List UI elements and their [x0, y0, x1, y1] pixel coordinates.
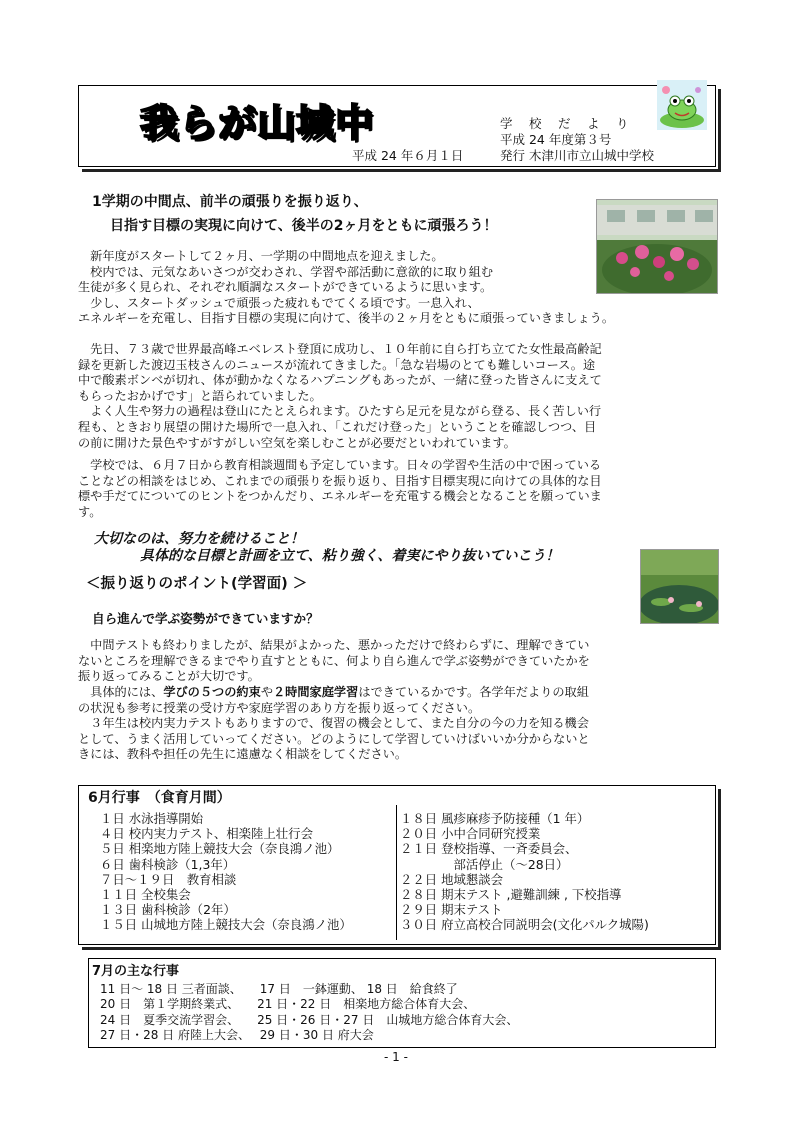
- july-events-title: 7月の主な行事: [92, 964, 180, 979]
- text-line: もらったおかげです」と語られていました。: [78, 388, 322, 403]
- text-line: ことなどの相談をはじめ、これまでの頑張りを振り返り、目指す目標実現に向けての具体的な目: [78, 473, 602, 488]
- list-item: ６日 歯科検診（1,3年）: [100, 856, 236, 872]
- text-line: 先日、７３歳で世界最高峰エベレスト登頂に成功し、１０年前に自ら打ち立てた女性最高齢記: [78, 342, 602, 356]
- list-item: １日 水泳指導開始: [100, 811, 204, 826]
- section1-heading-line2: 目指す目標の実現に向けて、後半の2ヶ月をともに頑張ろう！: [110, 218, 498, 234]
- slogan-line2: 具体的な目標と計画を立て、粘り強く、着実にやり抜いていこう！: [140, 548, 560, 564]
- text-line: 学校では、６月７日から教育相談週間も予定しています。日々の学習や生活の中で困っている: [78, 458, 602, 472]
- text-line: 程も、ときおり展望の開けた場所で一息入れ、「これだけ登った」ということを確認しつつ、目: [78, 419, 597, 434]
- text-line: エネルギーを充電し、目指す目標の実現に向けて、後半の２ヶ月をともに頑張っていきましょう。: [78, 311, 615, 325]
- list-item: 20 日 第１学期終業式、 21 日・22 日 相楽地方総合体育大会、: [100, 997, 476, 1012]
- text-line: 振り返ってみることが大切です。: [78, 669, 260, 684]
- newsletter-title: 我らが山城中: [140, 101, 375, 145]
- section1-paragraph2: [78, 342, 718, 451]
- text-line: ないところを理解できるまでやり直すとともに、何より自ら進んで学ぶ姿勢ができていたかを: [78, 653, 590, 668]
- text-line: の状況も参考に授業の受け方や家庭学習のあり方を振り返ってください。: [78, 700, 481, 715]
- question-heading: 自ら進んで学ぶ姿勢ができていますか？: [92, 611, 319, 626]
- list-item: ２０日 小中合同研究授業: [400, 826, 541, 842]
- pond-photo: [640, 549, 719, 624]
- section1-paragraph1-top: [78, 249, 598, 311]
- text-line: として、うまく活用していってください。どのようにして学習していけばいいか分からないと: [78, 731, 590, 746]
- points-heading: ＜振り返りのポイント(学習面) ＞: [86, 576, 308, 592]
- text-line: す。: [78, 504, 102, 519]
- list-item: １５日 山城地方陸上競技大会（奈良鴻ノ池）: [100, 917, 352, 933]
- publisher: 発行 木津川市立山城中学校: [500, 148, 654, 163]
- issue-date: 平成 24 年６月１日: [352, 148, 464, 163]
- list-item: ２１日 登校指導、一斉委員会、: [400, 841, 578, 857]
- slogan-line1: 大切なのは、努力を続けること！: [94, 531, 304, 547]
- text-run: はできているかです。各学年だよりの取組: [358, 685, 589, 699]
- list-item: 27 日・28 日 府陸上大会、 29 日・30 日 府大会: [100, 1028, 374, 1043]
- list-item: 24 日 夏季交流学習会、 25 日・26 日・27 日 山城地方総合体育大会、: [100, 1012, 519, 1027]
- text-line: 生徒が多く見られ、それぞれ順調なスタートができているように思います。: [78, 280, 493, 295]
- text-run: 具体的には、: [78, 685, 164, 699]
- text-line: 新年度がスタートして２ヶ月、一学期の中間地点を迎えました。: [78, 249, 444, 263]
- list-item: 11 日～ 18 日 三者面談、 17 日 一鉢運動、 18 日 給食終了: [100, 982, 458, 996]
- text-line: 中で酸素ボンベが切れ、体が動かなくなるハプニングもあったが、一緒に登った皆さんに支えて: [78, 373, 602, 388]
- text-line: 中間テストも終わりましたが、結果がよかった、悪かっただけで終わらずに、理解できてい: [78, 638, 590, 652]
- list-item: ３０日 府立高校合同説明会(文化パルク城陽): [400, 917, 649, 933]
- list-item: ２８日 期末テスト ,避難訓練 , 下校指導: [400, 887, 622, 903]
- text-line: 校内では、元気なあいさつが交わされ、学習や部活動に意欲的に取り組む: [78, 264, 494, 279]
- text-line: [78, 685, 718, 701]
- text-line: の前に開けた景色やすがすがしい空気を楽しむことが必要だといわれています。: [78, 435, 516, 450]
- text-line: ３年生は校内実力テストもありますので、復習の機会として、また自分の今の力を知る機会: [78, 716, 589, 731]
- issue-number: 平成 24 年度第３号: [500, 132, 612, 147]
- june-events-right-column: [400, 811, 649, 933]
- section2-paragraph2: [78, 685, 718, 763]
- text-run: や: [260, 685, 273, 699]
- list-item: ７日～１９日 教育相談: [100, 871, 237, 887]
- list-item: ５日 相楽地方陸上競技大会（奈良鴻ノ池）: [100, 841, 340, 857]
- section1-paragraph3: [78, 458, 718, 520]
- newsletter-label: 学 校 だ よ り: [500, 116, 631, 131]
- june-events-left-column: [100, 811, 352, 933]
- flowers-photo: [596, 199, 718, 294]
- text-line: 録を更新した渡辺玉枝さんのニュースが流れてきました。「急な岩場のとても難しいコース。途: [78, 357, 596, 372]
- text-line: 少し、スタートダッシュで頑張った疲れもでてくる頃です。一息入れ、: [78, 295, 480, 310]
- list-item: １３日 歯科検診（2年）: [100, 902, 236, 918]
- section2-paragraph1: [78, 638, 718, 685]
- june-events-divider: [396, 805, 397, 940]
- list-item: 部活停止（～28日）: [400, 856, 569, 872]
- july-events-list: [100, 982, 518, 1044]
- text-line: 標や手だてについてのヒントをつかんだり、エネルギーを充電する機会となることを願っていま: [78, 489, 602, 504]
- home-study-term: ２時間家庭学習: [273, 685, 359, 699]
- frog-illustration-icon: [657, 80, 707, 130]
- page-number: - 1 -: [384, 1050, 408, 1064]
- list-item: ４日 校内実力テスト、相楽陸上壮行会: [100, 826, 313, 842]
- list-item: ２９日 期末テスト: [400, 902, 503, 918]
- list-item: １１日 全校集会: [100, 887, 191, 903]
- list-item: １８日 風疹麻疹予防接種（1 年）: [400, 811, 590, 826]
- june-events-title: 6月行事 （食育月間）: [88, 790, 231, 806]
- text-line: きには、教科や担任の先生に遠慮なく相談をしてください。: [78, 747, 408, 762]
- section1-paragraph1-bottom: [78, 311, 718, 327]
- section1-heading-line1: 1学期の中間点、前半の頑張りを振り返り、: [92, 194, 368, 210]
- list-item: ２２日 地域懇談会: [400, 871, 504, 887]
- text-line: よく人生や努力の過程は登山にたとえられます。ひたすら足元を見ながら登る、長く苦しい行: [78, 404, 602, 419]
- five-promises-term: 学びの５つの約束: [163, 685, 261, 699]
